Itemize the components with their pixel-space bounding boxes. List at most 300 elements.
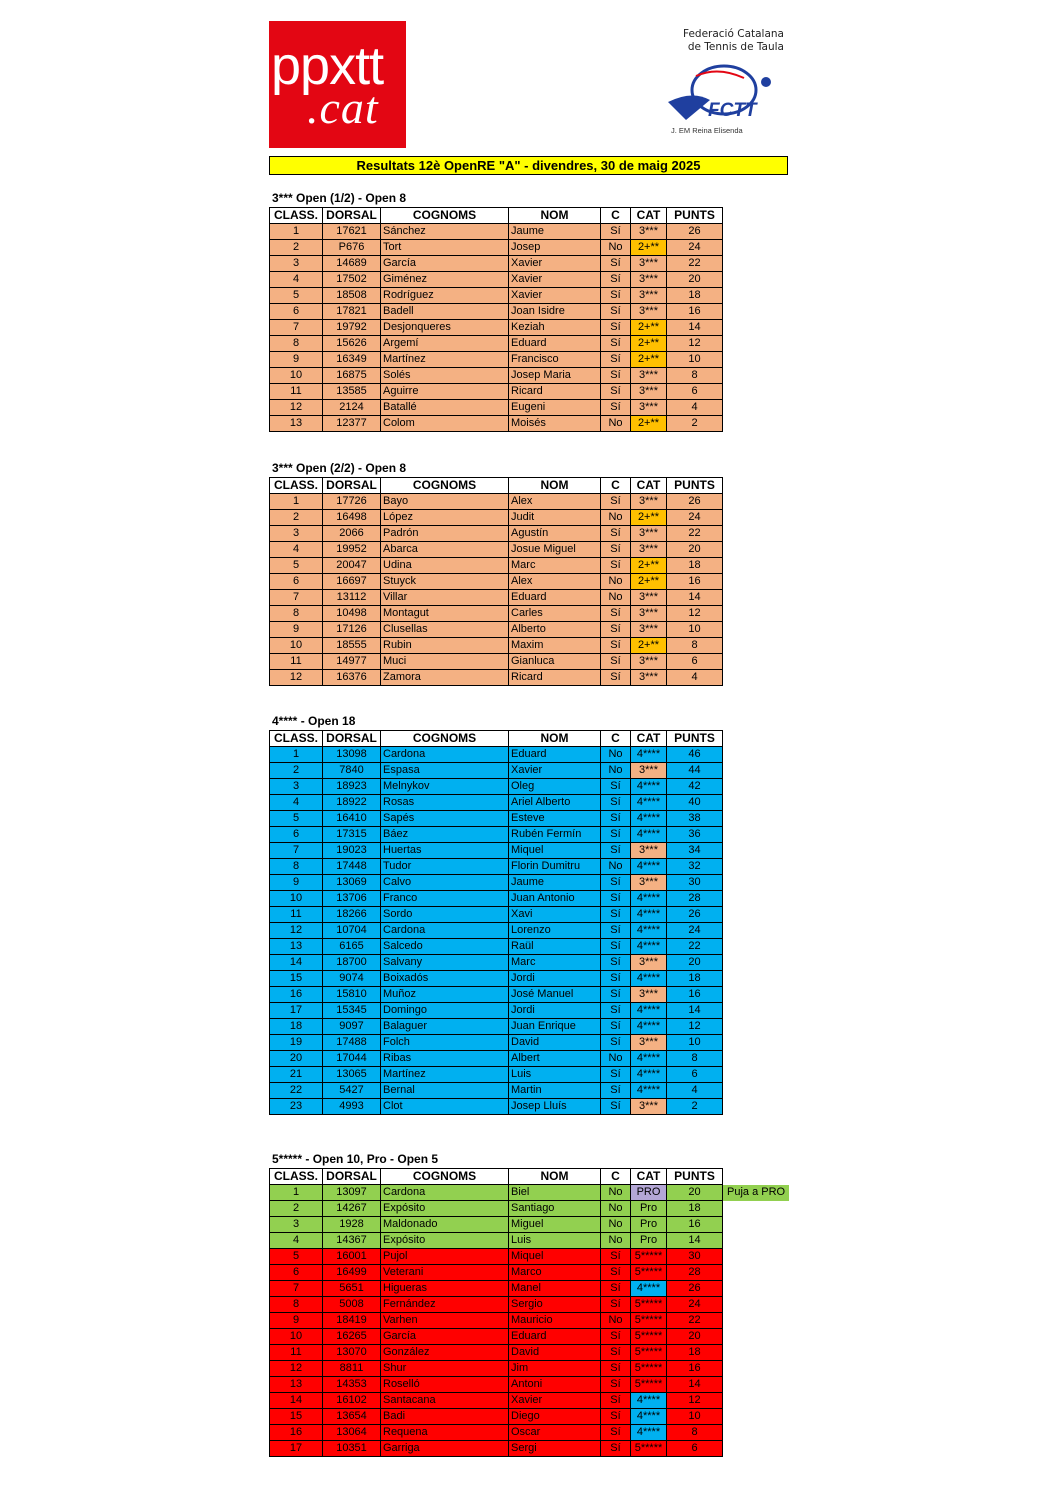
cell-c: Sí — [601, 638, 631, 654]
cell-dorsal: 17821 — [323, 304, 381, 320]
table-row — [270, 891, 723, 907]
cell-c: Sí — [601, 558, 631, 574]
cell-c: Sí — [601, 336, 631, 352]
cell-pos: 23 — [270, 1099, 323, 1115]
table-header-row — [270, 1169, 790, 1185]
table-row — [270, 670, 723, 686]
cell-pos: 12 — [270, 400, 323, 416]
cell-cat: 4**** — [631, 827, 667, 843]
column-header: NOM — [509, 478, 601, 494]
cell-cognoms: Stuyck — [381, 574, 509, 590]
cell-dorsal: 10351 — [323, 1441, 381, 1457]
fctt-subtitle: J. EM Reina Elisenda — [671, 126, 743, 135]
column-header: COGNOMS — [381, 478, 509, 494]
cell-dorsal: 16001 — [323, 1249, 381, 1265]
cell-cognoms: Bayo — [381, 494, 509, 510]
cell-cognoms: Espasa — [381, 763, 509, 779]
cell-pos: 10 — [270, 1329, 323, 1345]
cell-dorsal: 15345 — [323, 1003, 381, 1019]
cell-cognoms: Rodríguez — [381, 288, 509, 304]
table-row — [270, 811, 723, 827]
cell-cognoms: González — [381, 1345, 509, 1361]
cell-cognoms: Muci — [381, 654, 509, 670]
table-row — [270, 1217, 790, 1233]
cell-cat: 5***** — [631, 1441, 667, 1457]
cell-punts: 10 — [667, 1409, 723, 1425]
cell-cognoms: Desjonqueres — [381, 320, 509, 336]
cell-c: No — [601, 240, 631, 256]
cell-cognoms: López — [381, 510, 509, 526]
cell-nom: Alex — [509, 494, 601, 510]
cell-pos: 8 — [270, 859, 323, 875]
cell-nom: Xavier — [509, 763, 601, 779]
cell-punts: 26 — [667, 907, 723, 923]
cell-cognoms: Cardona — [381, 923, 509, 939]
cell-pos: 17 — [270, 1441, 323, 1457]
cell-punts: 22 — [667, 939, 723, 955]
cell-cat: 4**** — [631, 795, 667, 811]
cell-nom: Manel — [509, 1281, 601, 1297]
cell-pos: 12 — [270, 923, 323, 939]
table-row — [270, 240, 723, 256]
cell-punts: 8 — [667, 638, 723, 654]
cell-cognoms: Padrón — [381, 526, 509, 542]
cell-punts: 18 — [667, 971, 723, 987]
cell-nom: Antoni — [509, 1377, 601, 1393]
cell-cognoms: Argemí — [381, 336, 509, 352]
section-title: 3*** Open (1/2) - Open 8 — [272, 191, 407, 205]
section-title: 3*** Open (2/2) - Open 8 — [272, 461, 407, 475]
cell-pos: 5 — [270, 558, 323, 574]
cell-pos: 8 — [270, 1297, 323, 1313]
cell-nom: Luis — [509, 1067, 601, 1083]
cell-nom: Juan Enrique — [509, 1019, 601, 1035]
cell-pos: 18 — [270, 1019, 323, 1035]
cell-punts: 8 — [667, 1425, 723, 1441]
table-row — [270, 907, 723, 923]
cell-pos: 21 — [270, 1067, 323, 1083]
cell-c: No — [601, 763, 631, 779]
cell-cat: Pro — [631, 1217, 667, 1233]
cell-nom: Alberto — [509, 622, 601, 638]
cell-cat: Pro — [631, 1201, 667, 1217]
cell-nom: Miquel — [509, 1249, 601, 1265]
cell-c: Sí — [601, 1409, 631, 1425]
table-row — [270, 542, 723, 558]
table-row — [270, 1051, 723, 1067]
cell-punts: 42 — [667, 779, 723, 795]
cell-cat: 4**** — [631, 1051, 667, 1067]
cell-cognoms: Abarca — [381, 542, 509, 558]
cell-dorsal: 13706 — [323, 891, 381, 907]
cell-punts: 24 — [667, 240, 723, 256]
table-row — [270, 763, 723, 779]
cell-punts: 4 — [667, 400, 723, 416]
cell-dorsal: 16499 — [323, 1265, 381, 1281]
cell-punts: 22 — [667, 1313, 723, 1329]
cell-pos: 9 — [270, 875, 323, 891]
cell-nom: Albert — [509, 1051, 601, 1067]
cell-dorsal: 18922 — [323, 795, 381, 811]
cell-c: No — [601, 1217, 631, 1233]
cell-nom: Ricard — [509, 670, 601, 686]
cell-cat: 4**** — [631, 1281, 667, 1297]
cell-dorsal: 18266 — [323, 907, 381, 923]
cell-dorsal: 13065 — [323, 1067, 381, 1083]
cell-cognoms: Villar — [381, 590, 509, 606]
table-row — [270, 1083, 723, 1099]
cell-cognoms: Shur — [381, 1361, 509, 1377]
column-header: NOM — [509, 731, 601, 747]
page-title: Resultats 12è OpenRE "A" - divendres, 30 de maig 2025 — [269, 156, 788, 175]
table-row — [270, 368, 723, 384]
cell-punts: 16 — [667, 1217, 723, 1233]
column-header: PUNTS — [667, 208, 723, 224]
column-header: DORSAL — [323, 1169, 381, 1185]
column-header: C — [601, 1169, 631, 1185]
cell-nom: Oleg — [509, 779, 601, 795]
cell-nom: Eduard — [509, 747, 601, 763]
cell-cat: 2+** — [631, 352, 667, 368]
cell-dorsal: 17315 — [323, 827, 381, 843]
cell-dorsal: 18700 — [323, 955, 381, 971]
cell-c: Sí — [601, 542, 631, 558]
cell-punts: 18 — [667, 558, 723, 574]
column-header: PUNTS — [667, 731, 723, 747]
cell-pos: 7 — [270, 590, 323, 606]
cell-cognoms: Batallé — [381, 400, 509, 416]
column-header: CLASS. — [270, 208, 323, 224]
cell-nom: Joan Isidre — [509, 304, 601, 320]
cell-cat: 3*** — [631, 654, 667, 670]
cell-nom: Marco — [509, 1265, 601, 1281]
cell-nom: Sergio — [509, 1297, 601, 1313]
cell-nom: Xavier — [509, 272, 601, 288]
cell-cat: 2+** — [631, 416, 667, 432]
cell-c: Sí — [601, 987, 631, 1003]
table-row — [270, 224, 723, 240]
cell-nom: Xavi — [509, 907, 601, 923]
cell-punts: 16 — [667, 304, 723, 320]
cell-c: Sí — [601, 1265, 631, 1281]
cell-nom: David — [509, 1345, 601, 1361]
cell-cognoms: Ribas — [381, 1051, 509, 1067]
cell-pos: 11 — [270, 1345, 323, 1361]
cell-c: Sí — [601, 1425, 631, 1441]
cell-dorsal: 9097 — [323, 1019, 381, 1035]
cell-punts: 26 — [667, 1281, 723, 1297]
cell-c: Sí — [601, 288, 631, 304]
cell-c: Sí — [601, 779, 631, 795]
cell-dorsal: 16697 — [323, 574, 381, 590]
cell-punts: 34 — [667, 843, 723, 859]
cell-dorsal: 13112 — [323, 590, 381, 606]
cell-punts: 10 — [667, 622, 723, 638]
cell-pos: 1 — [270, 1185, 323, 1201]
cell-dorsal: 16349 — [323, 352, 381, 368]
cell-cat: 3*** — [631, 542, 667, 558]
cell-c: Sí — [601, 256, 631, 272]
promotion-note: Puja a PRO — [723, 1185, 790, 1201]
cell-dorsal: 6165 — [323, 939, 381, 955]
cell-cognoms: Roselló — [381, 1377, 509, 1393]
table-row — [270, 987, 723, 1003]
cell-c: No — [601, 747, 631, 763]
cell-cognoms: Bernal — [381, 1083, 509, 1099]
cell-cognoms: Badi — [381, 1409, 509, 1425]
cell-nom: David — [509, 1035, 601, 1051]
cell-dorsal: 16265 — [323, 1329, 381, 1345]
cell-dorsal: 18508 — [323, 288, 381, 304]
cell-nom: Jaume — [509, 224, 601, 240]
cell-cognoms: Badell — [381, 304, 509, 320]
cell-punts: 26 — [667, 224, 723, 240]
cell-c: No — [601, 1313, 631, 1329]
cell-punts: 40 — [667, 795, 723, 811]
cell-cat: 3*** — [631, 368, 667, 384]
cell-cat: 5***** — [631, 1377, 667, 1393]
table-row — [270, 510, 723, 526]
cell-pos: 8 — [270, 336, 323, 352]
table-row — [270, 1281, 790, 1297]
table-header-row — [270, 731, 723, 747]
cell-punts: 30 — [667, 875, 723, 891]
cell-dorsal: 13069 — [323, 875, 381, 891]
cell-pos: 12 — [270, 1361, 323, 1377]
cell-dorsal: 17726 — [323, 494, 381, 510]
cell-cognoms: Zamora — [381, 670, 509, 686]
cell-dorsal: 4993 — [323, 1099, 381, 1115]
table-row — [270, 859, 723, 875]
table-row — [270, 638, 723, 654]
cell-pos: 2 — [270, 240, 323, 256]
cell-dorsal: 16410 — [323, 811, 381, 827]
cell-pos: 13 — [270, 1377, 323, 1393]
cell-pos: 3 — [270, 526, 323, 542]
cell-nom: Martin — [509, 1083, 601, 1099]
cell-c: No — [601, 510, 631, 526]
cell-pos: 2 — [270, 1201, 323, 1217]
table-row — [270, 384, 723, 400]
cell-c: Sí — [601, 1003, 631, 1019]
cell-pos: 3 — [270, 779, 323, 795]
cell-dorsal: 18923 — [323, 779, 381, 795]
cell-dorsal: 5651 — [323, 1281, 381, 1297]
cell-c: No — [601, 1051, 631, 1067]
cell-punts: 28 — [667, 891, 723, 907]
cell-pos: 1 — [270, 224, 323, 240]
cell-dorsal: 19792 — [323, 320, 381, 336]
cell-cat: 5***** — [631, 1329, 667, 1345]
cell-nom: Eduard — [509, 1329, 601, 1345]
cell-cognoms: Higueras — [381, 1281, 509, 1297]
cell-nom: Miguel — [509, 1217, 601, 1233]
cell-cat: 4**** — [631, 1425, 667, 1441]
cell-cat: Pro — [631, 1233, 667, 1249]
cell-dorsal: 2124 — [323, 400, 381, 416]
cell-punts: 14 — [667, 1233, 723, 1249]
cell-nom: Jaume — [509, 875, 601, 891]
results-table — [269, 1168, 790, 1457]
cell-cognoms: Cardona — [381, 1185, 509, 1201]
cell-punts: 44 — [667, 763, 723, 779]
cell-c: Sí — [601, 670, 631, 686]
cell-punts: 12 — [667, 1019, 723, 1035]
cell-dorsal: 10498 — [323, 606, 381, 622]
cell-c: Sí — [601, 606, 631, 622]
cell-pos: 19 — [270, 1035, 323, 1051]
column-header: CLASS. — [270, 731, 323, 747]
cell-c: Sí — [601, 1377, 631, 1393]
cell-dorsal: 13070 — [323, 1345, 381, 1361]
cell-dorsal: 14977 — [323, 654, 381, 670]
table-row — [270, 843, 723, 859]
cell-dorsal: 8811 — [323, 1361, 381, 1377]
cell-dorsal: 17502 — [323, 272, 381, 288]
cell-nom: Lorenzo — [509, 923, 601, 939]
cell-pos: 15 — [270, 1409, 323, 1425]
column-header: C — [601, 731, 631, 747]
results-table — [269, 477, 723, 686]
cell-pos: 9 — [270, 352, 323, 368]
cell-punts: 26 — [667, 494, 723, 510]
table-row — [270, 1019, 723, 1035]
logo-text-cat: .cat — [307, 82, 379, 133]
cell-c: No — [601, 1185, 631, 1201]
fctt-paddle-icon — [666, 64, 776, 128]
cell-pos: 6 — [270, 304, 323, 320]
cell-nom: Josep Lluís — [509, 1099, 601, 1115]
cell-cat: 3*** — [631, 494, 667, 510]
cell-dorsal: P676 — [323, 240, 381, 256]
column-header: C — [601, 208, 631, 224]
cell-c: Sí — [601, 939, 631, 955]
cell-pos: 8 — [270, 606, 323, 622]
cell-c: Sí — [601, 923, 631, 939]
cell-punts: 30 — [667, 1249, 723, 1265]
cell-c: Sí — [601, 1297, 631, 1313]
cell-dorsal: 13098 — [323, 747, 381, 763]
table-row — [270, 1265, 790, 1281]
cell-c: Sí — [601, 1249, 631, 1265]
column-header: PUNTS — [667, 478, 723, 494]
cell-cat: 2+** — [631, 638, 667, 654]
cell-pos: 11 — [270, 907, 323, 923]
cell-nom: Raül — [509, 939, 601, 955]
cell-nom: Eugeni — [509, 400, 601, 416]
table-row — [270, 1185, 790, 1201]
cell-pos: 1 — [270, 494, 323, 510]
cell-punts: 6 — [667, 1441, 723, 1457]
cell-punts: 12 — [667, 606, 723, 622]
cell-punts: 20 — [667, 955, 723, 971]
cell-cognoms: Veterani — [381, 1265, 509, 1281]
cell-nom: Xavier — [509, 1393, 601, 1409]
cell-punts: 2 — [667, 416, 723, 432]
cell-nom: Florin Dumitru — [509, 859, 601, 875]
column-header: COGNOMS — [381, 1169, 509, 1185]
results-table — [269, 207, 723, 432]
column-header: CLASS. — [270, 478, 323, 494]
cell-dorsal: 20047 — [323, 558, 381, 574]
cell-pos: 4 — [270, 1233, 323, 1249]
table-row — [270, 590, 723, 606]
cell-cat: 2+** — [631, 336, 667, 352]
cell-cognoms: García — [381, 256, 509, 272]
cell-nom: José Manuel — [509, 987, 601, 1003]
cell-punts: 4 — [667, 1083, 723, 1099]
cell-nom: Judit — [509, 510, 601, 526]
cell-cat: 4**** — [631, 891, 667, 907]
cell-c: Sí — [601, 795, 631, 811]
cell-nom: Xavier — [509, 288, 601, 304]
table-row — [270, 1297, 790, 1313]
cell-nom: Diego — [509, 1409, 601, 1425]
cell-dorsal: 9074 — [323, 971, 381, 987]
cell-nom: Juan Antonio — [509, 891, 601, 907]
cell-dorsal: 14267 — [323, 1201, 381, 1217]
cell-nom: Alex — [509, 574, 601, 590]
cell-cognoms: Rosas — [381, 795, 509, 811]
cell-nom: Josue Miguel — [509, 542, 601, 558]
cell-nom: Xavier — [509, 256, 601, 272]
cell-cognoms: Domingo — [381, 1003, 509, 1019]
table-row — [270, 494, 723, 510]
cell-cat: 3*** — [631, 1035, 667, 1051]
cell-punts: 18 — [667, 1345, 723, 1361]
cell-cognoms: Montagut — [381, 606, 509, 622]
table-row — [270, 1067, 723, 1083]
cell-punts: 6 — [667, 384, 723, 400]
table-header-row — [270, 208, 723, 224]
table-row — [270, 400, 723, 416]
cell-pos: 11 — [270, 654, 323, 670]
cell-cognoms: Garriga — [381, 1441, 509, 1457]
cell-nom: Gianluca — [509, 654, 601, 670]
cell-cat: 3*** — [631, 224, 667, 240]
table-row — [270, 1441, 790, 1457]
cell-cognoms: Sapés — [381, 811, 509, 827]
cell-c: Sí — [601, 320, 631, 336]
cell-punts: 2 — [667, 1099, 723, 1115]
cell-c: Sí — [601, 1083, 631, 1099]
cell-cognoms: Solés — [381, 368, 509, 384]
cell-cat: 4**** — [631, 1083, 667, 1099]
cell-punts: 12 — [667, 336, 723, 352]
cell-cognoms: Fernández — [381, 1297, 509, 1313]
column-header: DORSAL — [323, 478, 381, 494]
table-row — [270, 654, 723, 670]
table-row — [270, 416, 723, 432]
cell-dorsal: 15810 — [323, 987, 381, 1003]
cell-nom: Eduard — [509, 590, 601, 606]
cell-c: Sí — [601, 891, 631, 907]
cell-pos: 1 — [270, 747, 323, 763]
cell-c: Sí — [601, 368, 631, 384]
cell-dorsal: 15626 — [323, 336, 381, 352]
cell-cat: 2+** — [631, 240, 667, 256]
cell-dorsal: 13654 — [323, 1409, 381, 1425]
cell-cognoms: Tudor — [381, 859, 509, 875]
cell-cat: 3*** — [631, 384, 667, 400]
cell-cognoms: Clot — [381, 1099, 509, 1115]
cell-c: Sí — [601, 1361, 631, 1377]
cell-dorsal: 18419 — [323, 1313, 381, 1329]
cell-cognoms: Clusellas — [381, 622, 509, 638]
cell-cognoms: Franco — [381, 891, 509, 907]
cell-cat: 3*** — [631, 272, 667, 288]
table-row — [270, 747, 723, 763]
